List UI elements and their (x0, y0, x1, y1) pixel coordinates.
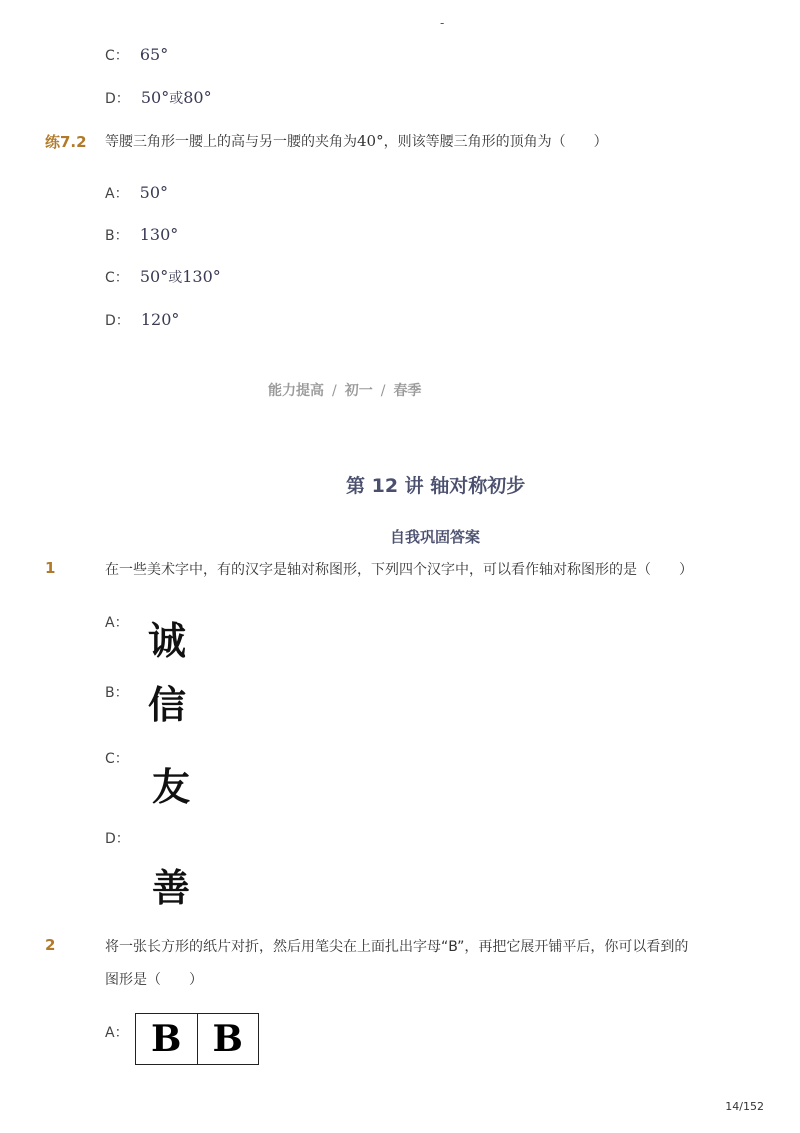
question-angle: 40° (357, 132, 384, 150)
option-b-char: 信 (148, 683, 187, 727)
option-label: D： (105, 313, 130, 329)
prev-option-c[interactable] (105, 45, 168, 65)
lecture-title: 第 12 讲 轴对称初步 (346, 475, 526, 497)
prev-option-d[interactable] (105, 88, 212, 108)
question-text: 在一些美术字中，有的汉字是轴对称图形，下列四个汉字中，可以看作轴对称图形的是（ ） (105, 562, 693, 578)
option-c-label[interactable]: C： (105, 751, 129, 767)
question-text-line1: 将一张长方形的纸片对折，然后用笔尖在上面扎出字母“B”，再把它展开铺平后，你可以看到的 (105, 939, 689, 955)
option-a-label[interactable]: A： (105, 1025, 129, 1041)
option-label: A： (105, 186, 129, 202)
option-a-label[interactable]: A： (105, 615, 129, 631)
section-title: 自我巩固答案 (390, 528, 481, 546)
option-c-char: 友 (152, 765, 191, 809)
option-value-a: 50° (140, 88, 170, 107)
option-value: 50° (139, 183, 169, 202)
option-a-char: 诚 (148, 619, 187, 663)
breadcrumb-separator: / (332, 383, 337, 399)
option-or: 或 (168, 270, 183, 286)
option-value-b: 130° (182, 267, 221, 286)
option-value: 65° (139, 45, 169, 64)
page-number: 14/152 (725, 1100, 764, 1113)
question-text-before: 等腰三角形一腰上的高与另一腰的夹角为 (105, 134, 357, 150)
question-number: 2 (45, 936, 56, 954)
option-d-char: 善 (152, 866, 191, 910)
option-value-b: 80° (183, 88, 212, 107)
option-d-label[interactable]: D： (105, 831, 130, 847)
question-number: 练7.2 (45, 133, 87, 151)
option-b-label[interactable]: B： (105, 685, 129, 701)
breadcrumb-item: 春季 (393, 383, 422, 399)
option-label: B： (105, 228, 129, 244)
question-text (105, 131, 608, 151)
option-value: 120° (140, 310, 180, 329)
option-or: 或 (169, 91, 184, 107)
option-value-a: 50° (139, 267, 169, 286)
top-mark: - (440, 16, 445, 30)
breadcrumb-separator: / (380, 383, 386, 399)
option-label: C： (105, 270, 129, 286)
question-text-line2: 图形是（ ） (105, 972, 203, 988)
question-number: 1 (45, 559, 56, 577)
option-d[interactable] (105, 310, 179, 330)
letter-b-left: B (151, 1018, 182, 1060)
option-label: C： (105, 48, 129, 64)
breadcrumb-item: 能力提高 (268, 383, 324, 399)
breadcrumb (268, 380, 421, 400)
option-a-figure (135, 1013, 259, 1065)
letter-b-right: B (197, 1014, 259, 1064)
breadcrumb-item: 初一 (344, 383, 373, 399)
option-value: 130° (139, 225, 179, 244)
question-text-after: ，则该等腰三角形的顶角为（ ） (383, 134, 608, 150)
option-b[interactable] (105, 225, 178, 245)
option-label: D： (105, 91, 130, 107)
option-c[interactable] (105, 267, 221, 287)
option-a[interactable] (105, 183, 168, 203)
